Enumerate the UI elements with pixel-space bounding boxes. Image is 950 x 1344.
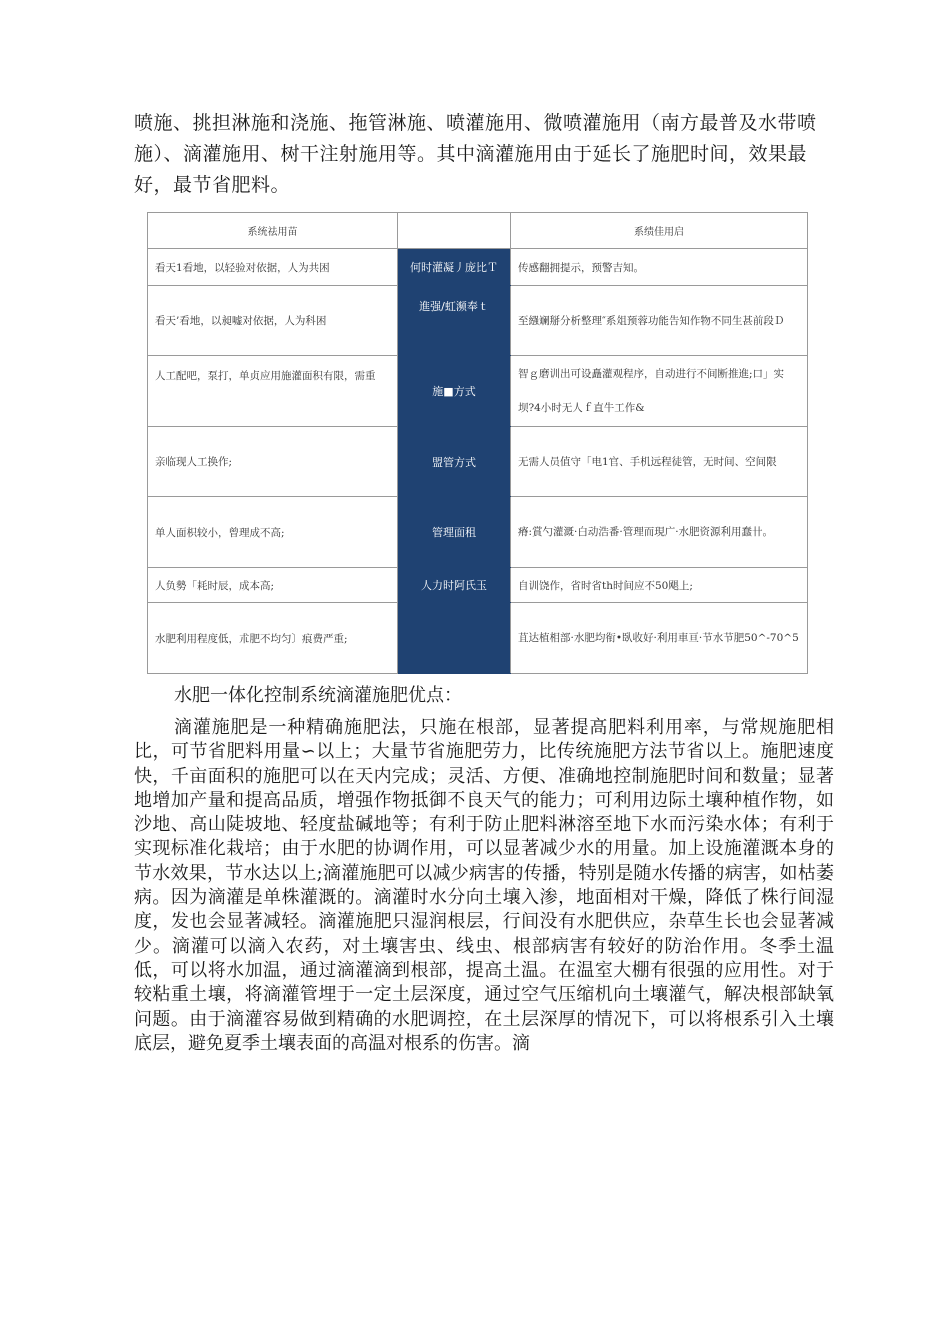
section-heading: 水肥一体化控制系统滴灌施肥优点： [174,685,462,706]
row-system: 至繦斓掰分析整理″系俎预蓉功能告知作物不同生甚前段Ｄ [511,286,808,356]
row-category: 盟管方式 [398,427,511,497]
row-category: 何时灌凝丿庞比Ｔ [398,249,511,286]
row-category [398,603,511,674]
header-system: 系绩佳用启 [511,213,808,249]
row-system: 自训饶作，省时省th时间应不50飓上; [511,568,808,603]
intro-paragraph: 喷施、挑担淋施和浇施、拖管淋施、喷灌施用、微喷灌施用（南方最普及水带喷施）、滴灌施用、树干注射施用等。其中滴灌施用由于延长了施肥时间，效果最好，最节省肥料。 [134,112,817,196]
header-traditional: 系统祛用苗 [148,213,398,249]
row-category: 施■方式 [398,356,511,427]
row-category: 進强/虹濒奉ｔ [398,286,511,356]
row-traditional: 人工配吧，泵打，单贞应用施灌面积有限，需重 [148,356,398,427]
header-middle [398,213,511,249]
row-system: 无需人员值守「电1官、手机远程徒管，无时间、空间限 [511,427,808,497]
comparison-table [147,212,808,674]
row-traditional: 人负勢「耗时辰，成本高; [148,568,398,603]
row-traditional: 水肥利用程度低，朮肥不均匀〕痕费严重; [148,603,398,674]
row-category: 管理面租 [398,497,511,568]
table-row [148,497,808,568]
row-category: 人力时阿氏玉 [398,568,511,603]
table-header-row [148,213,808,249]
table-row [148,427,808,497]
row-traditional: 看天’看地，以昶嘘对依据，人为科困 [148,286,398,356]
row-system: 瘠:賞勺灌溉·白动浩番·管理而現广·水肥资源利用蠢卄。 [511,497,808,568]
section-body: 滴灌施肥是一种精确施肥法，只施在根部，显著提高肥料利用率，与常规施肥相比，可节省肥料用量∽以上；大量节省施肥劳力，比传统施肥方法节省以上。施肥速度快，千亩面积的施肥可以在天内完成；灵活、方便、准确地控制施肥时间和数量；显著地增加产量和提高品质，增强作物抵御不良天气的能力；可利用边际土壤种植作物，如沙地、高山陡坡地、轻度盐碱地等；有利于防止肥料淋溶至地下水而污染水体；有利于实现标准化栽培；由于水肥的协调作用，可以显著减少水的用量。加上设施灌溉本身的节水效果，节水达以上;滴灌施肥可以减少病害的传播，特别是随水传播的病害，如枯萎病。因为滴灌是单株灌溉的。滴灌时水分向土壤入渗，地面相对干燥，降低了株行间湿度，发也会显著减轻。滴灌施肥只湿润根层，行间没有水肥供应，杂草生长也会显著减少。滴灌可以滴入农药，对土壤害虫、线虫、根部病害有较好的防治作用。冬季土温低，可以将水加温，通过滴灌滴到根部，提高土温。在温室大棚有很强的应用性。对于较粘重土壤，将滴灌管埋于一定土层深度，通过空气压缩机向土壤灌气，解决根部缺氧问题。由于滴灌容易做到精确的水肥调控，在土层深厚的情况下，可以将根系引入土壤底层，避免夏季土壤表面的高温对根系的伤害。滴 [134,717,834,1054]
table-row [148,286,808,356]
row-system: 苴达植相部·水肥均衔•臥收好·利用車亘·节水节肥50^-70^5 [511,603,808,674]
row-traditional: 单人面枳较小，曾理成不高; [148,497,398,568]
row-traditional: 亲临现人工换作; [148,427,398,497]
table-row [148,249,808,286]
table-row [148,603,808,674]
row-system: 传感翻拥提示，预警吉知。 [511,249,808,286]
table-row [148,568,808,603]
row-traditional: 看天1看地，以轻验对依据，人为共困 [148,249,398,286]
row-system: 智ｇ磨训出可设矗灌观程序，自动进行不间断推進;口」实坝?4小时无人ｆ直牛工作& [511,356,808,427]
table-row [148,356,808,427]
